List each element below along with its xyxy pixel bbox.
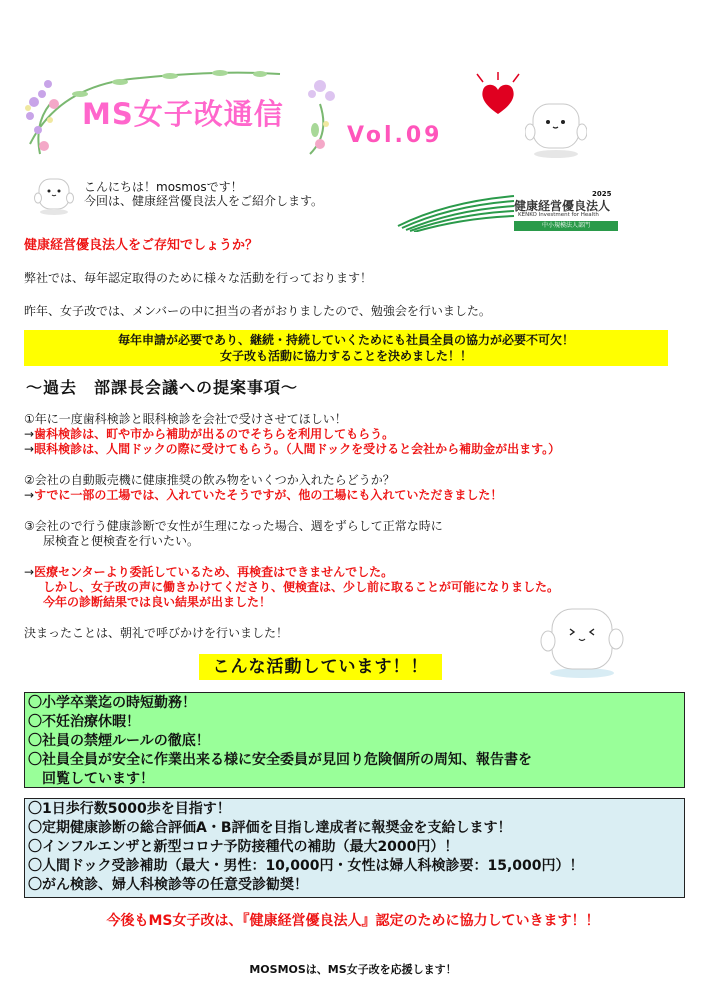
proposal-1: ①年に一度歯科検診と眼科検診を会社で受けさせてほしい！ xyxy=(24,412,347,426)
activities-blue-box xyxy=(24,798,685,898)
volume-number: Vol.09 xyxy=(347,123,443,148)
waving-mascot-icon xyxy=(540,603,624,681)
arrow-icon: → xyxy=(24,442,35,456)
heart-icon xyxy=(473,72,523,120)
mascot-icon xyxy=(525,100,587,160)
logo-name: 健康経営優良法人 xyxy=(514,199,611,213)
highlight-line-2: 女子改も活動に協力することを決めました！！ xyxy=(219,349,472,363)
blue-item: 〇定期健康診断の総合評価A・B評価を目指し達成者に報奨金を支給します！ xyxy=(28,820,512,836)
greeting-line-2: 今回は、健康経営優良法人をご紹介します。 xyxy=(84,194,324,208)
proposal-1-response-2-text: 眼科検診は、人間ドックの際に受けてもらう。（人間ドックを受けると会社から補助金が出ます。） xyxy=(34,442,561,456)
green-item: 〇小学卒業迄の時短勤務！ xyxy=(28,695,196,711)
blue-item: 〇1日歩行数5000歩を目指す！ xyxy=(28,801,231,817)
kenko-logo xyxy=(396,190,618,238)
proposal-3-line-2: 尿検査と便検査を行いたい。 xyxy=(43,534,200,548)
proposal-1-response-1-text: 歯科検診は、町や市から補助が出るのでそちらを利用してもらう。 xyxy=(34,427,395,441)
small-mascot-icon xyxy=(34,176,74,216)
closing-message: 今後もMS女子改は、『健康経営優良法人』認定のために協力していきます！！ xyxy=(106,913,600,929)
logo-badge: 中小規模法人部門 xyxy=(514,221,618,231)
proposal-2: ②会社の自動販売機に健康推奨の飲み物をいくつか入れたらどうか？ xyxy=(24,473,395,487)
proposal-1-response-2 xyxy=(24,441,560,458)
decided-note: 決まったことは、朝礼で呼びかけを行いました！ xyxy=(24,626,289,640)
footer-message: MOSMOSは、MS女子改を応援します！ xyxy=(249,963,457,976)
proposal-3-line-1: ③会社ので行う健康診断で女性が生理になった場合、週をずらして正常な時に xyxy=(24,519,443,533)
logo-subtitle: KENKO Investment for Health xyxy=(518,212,599,218)
arrow-icon: → xyxy=(24,488,35,502)
proposal-2-response xyxy=(24,487,502,504)
arrow-icon: → xyxy=(24,565,35,579)
logo-year: 2025 xyxy=(592,190,612,198)
blue-item: 〇インフルエンザと新型コロナ予防接種代の補助（最大2000円）！ xyxy=(28,839,459,855)
newsletter-title: MS女子改通信 xyxy=(82,97,284,131)
arrow-icon: → xyxy=(24,427,35,441)
intro-paragraph-1: 弊社では、毎年認定取得のために様々な活動を行っております！ xyxy=(24,271,373,285)
logo-swoosh-icon xyxy=(396,192,516,232)
proposal-3-response-2: しかし、女子改の声に働きかけてくださり、便検査は、少し前に取ることが可能になりました。 xyxy=(43,580,560,594)
activities-heading: こんな活動しています！！ xyxy=(199,654,442,680)
proposal-2-response-text: すでに一部の工場では、入れていたそうですが、他の工場にも入れていただきました！ xyxy=(34,488,503,502)
intro-question: 健康経営優良法人をご存知でしょうか？ xyxy=(24,238,259,253)
proposals-heading: ～過去 部課長会議への提案事項～ xyxy=(26,378,299,397)
green-item: 〇社員の禁煙ルールの徹底！ xyxy=(28,733,210,749)
greeting-line-1: こんにちは！mosmosです！ xyxy=(84,180,243,194)
activities-green-box xyxy=(24,692,685,788)
proposal-3-response-3: 今年の診断結果では良い結果が出ました！ xyxy=(43,595,272,609)
green-item: 〇不妊治療休暇！ xyxy=(28,714,140,730)
highlight-banner xyxy=(24,330,668,366)
green-item: 〇社員全員が安全に作業出来る様に安全委員が見回り危険個所の周知、報告書を xyxy=(28,752,532,768)
blue-item: 〇人間ドック受診補助（最大・男性：10,000円・女性は婦人科検診要：15,000円）！ xyxy=(28,858,584,874)
intro-paragraph-2: 昨年、女子改では、メンバーの中に担当の者がおりましたので、勉強会を行いました。 xyxy=(24,304,491,318)
blue-item: 〇がん検診、婦人科検診等の任意受診勧奨！ xyxy=(28,877,308,893)
proposal-3-response-1-text: 医療センターより委託しているため、再検査はできませんでした。 xyxy=(34,565,394,579)
green-item: 回覧しています！ xyxy=(28,771,154,787)
highlight-line-1: 毎年申請が必要であり、継続・持続していくためにも社員全員の協力が必要不可欠！ xyxy=(117,333,574,347)
